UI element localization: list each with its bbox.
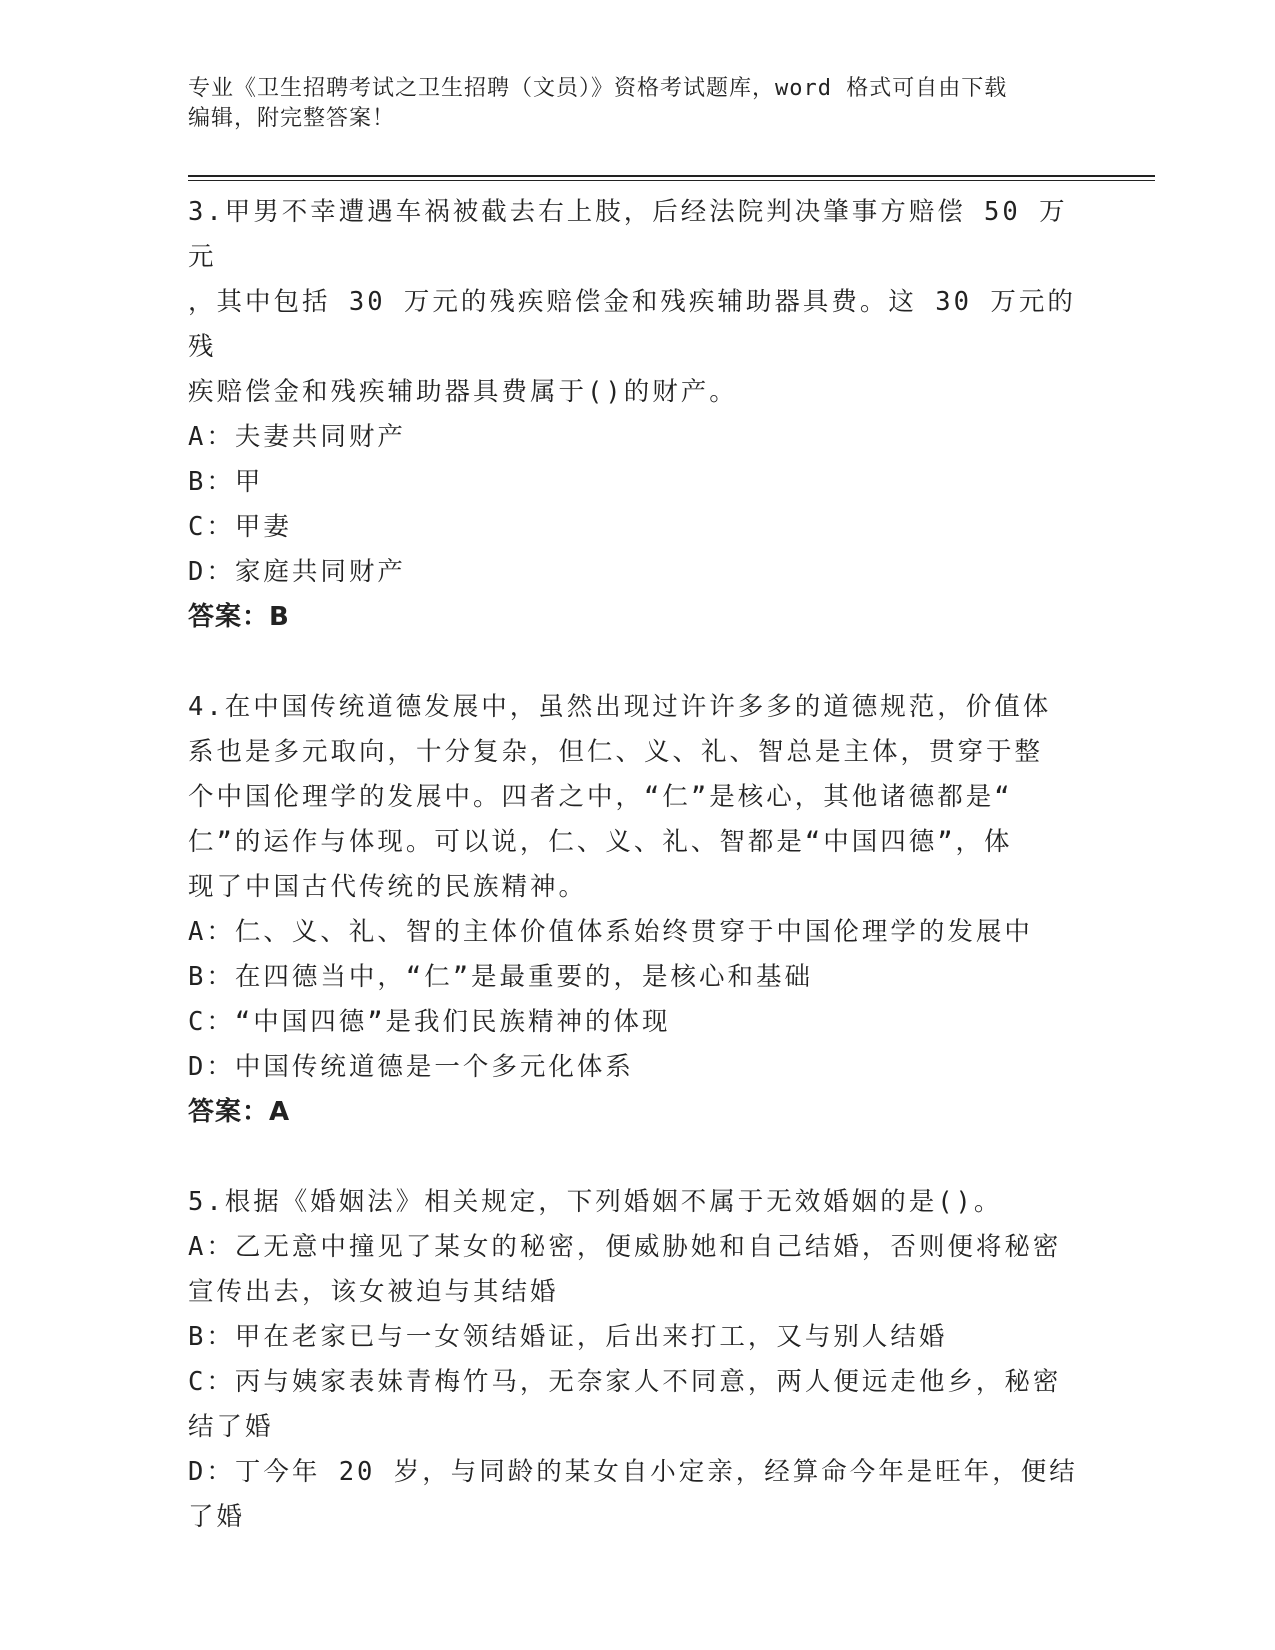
header-line-2: 编辑，附完整答案！ (188, 106, 396, 131)
question-3-option-d: D：家庭共同财产 (188, 557, 406, 587)
question-3-stem-line-3: 疾赔偿金和残疾辅助器具费属于()的财产。 (188, 377, 738, 407)
question-3 (188, 190, 1088, 639)
question-4-stem-line-4: 仁”的运作与体现。可以说，仁、义、礼、智都是“中国四德”，体 (188, 827, 1013, 857)
header-divider (188, 175, 1155, 181)
question-5-option-c-line-1: C：丙与姨家表妹青梅竹马，无奈家人不同意，两人便远走他乡，秘密 (188, 1367, 1062, 1397)
question-4-answer: 答案：A (188, 1097, 291, 1127)
question-4-option-d: D：中国传统道德是一个多元化体系 (188, 1052, 634, 1082)
question-list (188, 190, 1088, 1586)
question-4-option-b: B：在四德当中，“仁”是最重要的，是核心和基础 (188, 962, 814, 992)
question-4-option-c: C：“中国四德”是我们民族精神的体现 (188, 1007, 671, 1037)
question-4-stem-line-3: 个中国伦理学的发展中。四者之中，“仁”是核心，其他诸德都是“ (188, 782, 1013, 812)
question-5-option-a-line-2: 宣传出去，该女被迫与其结婚 (188, 1277, 559, 1307)
question-3-option-a: A：夫妻共同财产 (188, 422, 406, 452)
question-3-answer: 答案：B (188, 602, 290, 632)
page-header (188, 74, 1088, 134)
question-5-stem-line-1: 5.根据《婚姻法》相关规定，下列婚姻不属于无效婚姻的是()。 (188, 1187, 1003, 1217)
question-3-stem-line-1: 3.甲男不幸遭遇车祸被截去右上肢，后经法院判决肇事方赔偿 50 万元 (188, 197, 1068, 272)
question-5-option-d-line-1: D：丁今年 20 岁，与同龄的某女自小定亲，经算命今年是旺年，便结 (188, 1457, 1078, 1487)
question-4-option-a: A：仁、义、礼、智的主体价值体系始终贯穿于中国伦理学的发展中 (188, 917, 1033, 947)
question-5-option-a-line-1: A：乙无意中撞见了某女的秘密，便威胁她和自己结婚，否则便将秘密 (188, 1232, 1062, 1262)
question-4 (188, 685, 1088, 1134)
question-5-option-b: B：甲在老家已与一女领结婚证，后出来打工，又与别人结婚 (188, 1322, 948, 1352)
question-5 (188, 1180, 1088, 1540)
question-5-option-d-line-2: 了婚 (188, 1502, 246, 1532)
question-4-stem-line-5: 现了中国古代传统的民族精神。 (188, 872, 588, 902)
question-4-stem-line-2: 系也是多元取向，十分复杂，但仁、义、礼、智总是主体，贯穿于整 (188, 737, 1044, 767)
question-3-option-b: B：甲 (188, 467, 264, 497)
header-line-1: 专业《卫生招聘考试之卫生招聘（文员）》资格考试题库，word 格式可自由下载 (188, 76, 1008, 101)
question-4-stem-line-1: 4.在中国传统道德发展中，虽然出现过许许多多的道德规范，价值体 (188, 692, 1052, 722)
question-3-option-c: C：甲妻 (188, 512, 292, 542)
question-3-stem-line-2: ，其中包括 30 万元的残疾赔偿金和残疾辅助器具费。这 30 万元的残 (188, 287, 1076, 362)
question-5-option-c-line-2: 结了婚 (188, 1412, 274, 1442)
